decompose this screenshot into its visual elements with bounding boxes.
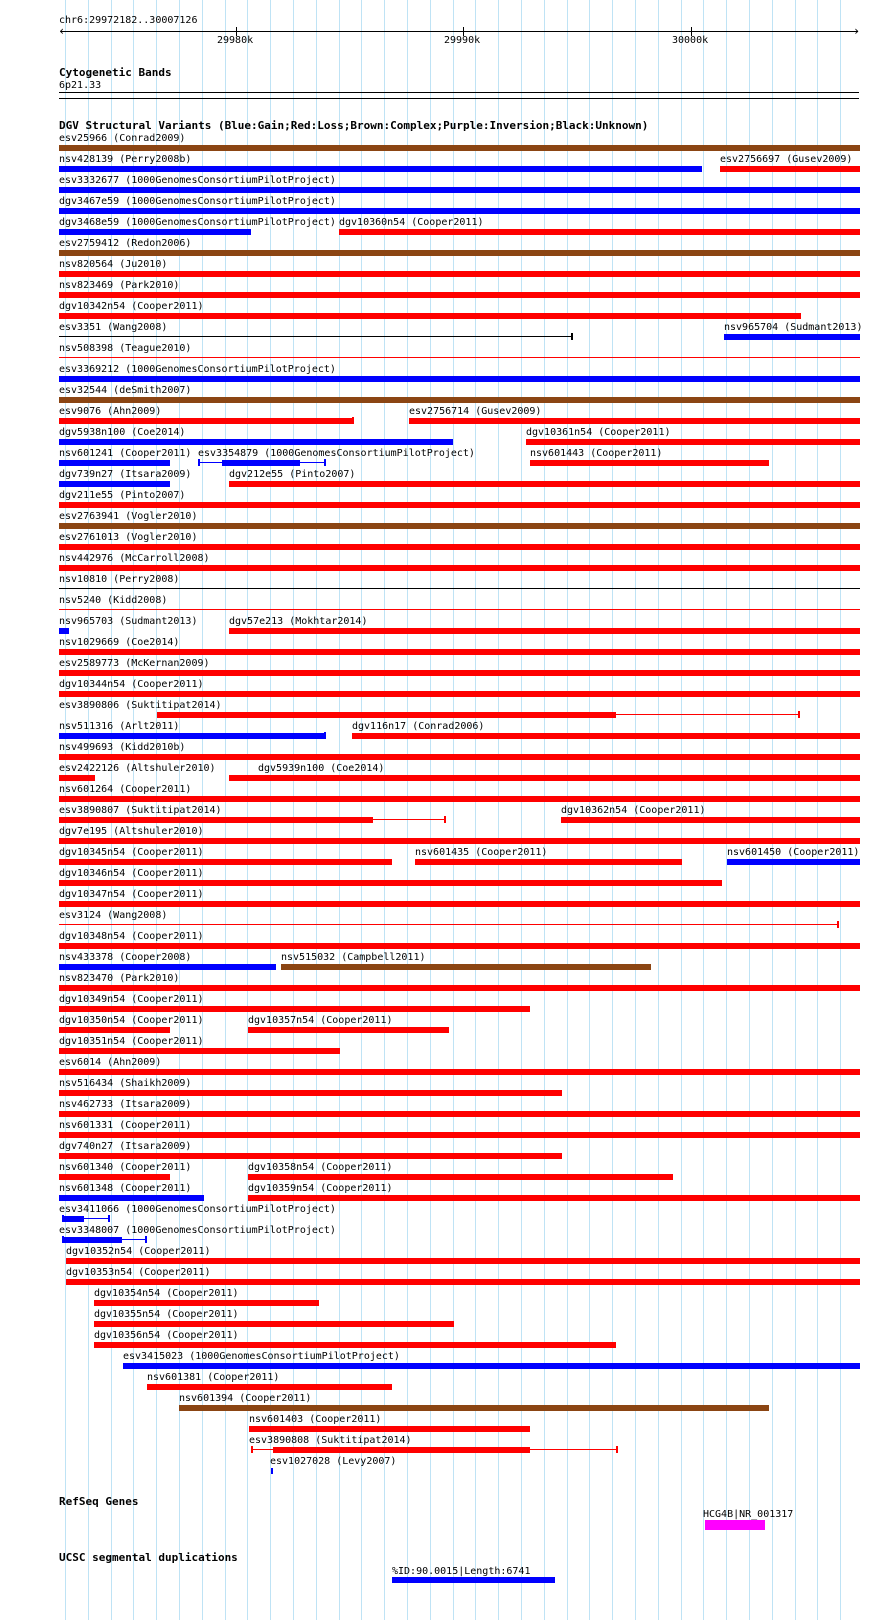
dgv-feature-bar[interactable] bbox=[59, 1132, 860, 1138]
dgv-feature-bar[interactable] bbox=[616, 714, 798, 715]
dgv-feature-bar[interactable] bbox=[281, 964, 651, 970]
dgv-feature-bar[interactable] bbox=[727, 859, 860, 865]
gridline bbox=[840, 0, 841, 1620]
dgv-feature-label[interactable]: esv1027028 (Levy2007) bbox=[270, 1456, 397, 1467]
dgv-feature-label[interactable]: dgv10359n54 (Cooper2011) bbox=[248, 1183, 393, 1194]
dgv-feature-bar[interactable] bbox=[59, 336, 571, 337]
dgv-feature-label[interactable]: dgv10352n54 (Cooper2011) bbox=[66, 1246, 211, 1257]
dgv-feature-bar[interactable] bbox=[248, 1195, 860, 1201]
dgv-feature-endcap bbox=[62, 1236, 64, 1243]
dgv-feature-bar[interactable] bbox=[59, 670, 860, 676]
dgv-feature-endcap bbox=[798, 711, 800, 718]
dgv-feature-bar[interactable] bbox=[59, 796, 860, 802]
dgv-feature-bar[interactable] bbox=[94, 1300, 319, 1306]
dgv-feature-label[interactable]: dgv10361n54 (Cooper2011) bbox=[526, 427, 671, 438]
dgv-feature-label[interactable]: nsv601403 (Cooper2011) bbox=[249, 1414, 382, 1425]
dgv-feature-label[interactable]: dgv10354n54 (Cooper2011) bbox=[94, 1288, 239, 1299]
dgv-feature-label[interactable]: esv25966 (Conrad2009) bbox=[59, 133, 186, 144]
dgv-feature-bar[interactable] bbox=[59, 460, 170, 466]
dgv-feature-bar[interactable] bbox=[59, 271, 860, 277]
dgv-feature-bar[interactable] bbox=[352, 733, 860, 739]
dgv-feature-endcap bbox=[62, 1215, 64, 1222]
gridline bbox=[544, 0, 545, 1620]
dgv-feature-label[interactable]: esv9076 (Ahn2009) bbox=[59, 406, 162, 417]
dgv-feature-bar[interactable] bbox=[59, 733, 324, 739]
dgv-feature-bar[interactable] bbox=[59, 418, 352, 424]
dgv-feature-label[interactable]: dgv10360n54 (Cooper2011) bbox=[339, 217, 484, 228]
dgv-feature-bar[interactable] bbox=[59, 859, 392, 865]
ruler-tick-label: 29990k bbox=[444, 35, 481, 46]
dgv-feature-endcap bbox=[251, 1446, 253, 1453]
dgv-feature-label[interactable]: nsv1029669 (Coe2014) bbox=[59, 637, 180, 648]
dgv-feature-bar[interactable] bbox=[229, 628, 860, 634]
refseq-track-title: RefSeq Genes bbox=[59, 1495, 139, 1508]
dgv-feature-bar[interactable] bbox=[147, 1384, 392, 1390]
dgv-feature-bar[interactable] bbox=[530, 460, 769, 466]
dgv-feature-bar[interactable] bbox=[59, 1048, 340, 1054]
refseq-gene-label[interactable]: HCG4B|NR_001317 bbox=[703, 1509, 794, 1520]
ruler-right-arrow: › bbox=[853, 24, 861, 38]
dgv-feature-label[interactable]: dgv57e213 (Mokhtar2014) bbox=[229, 616, 368, 627]
dgv-feature-bar[interactable] bbox=[59, 313, 801, 319]
gridline bbox=[339, 0, 340, 1620]
dgv-feature-bar[interactable] bbox=[59, 691, 860, 697]
dgv-feature-label[interactable]: esv2759412 (Redon2006) bbox=[59, 238, 192, 249]
dgv-feature-bar[interactable] bbox=[248, 1174, 673, 1180]
ruler-left-arrow: ‹ bbox=[58, 24, 66, 38]
dgv-feature-bar[interactable] bbox=[84, 1218, 108, 1219]
dgv-feature-bar[interactable] bbox=[123, 1363, 860, 1369]
dgv-feature-bar[interactable] bbox=[59, 166, 702, 172]
dgv-feature-label[interactable]: esv3332677 (1000GenomesConsortiumPilotProject) bbox=[59, 175, 336, 186]
dgv-feature-label[interactable]: dgv10357n54 (Cooper2011) bbox=[248, 1015, 393, 1026]
dgv-feature-label[interactable]: dgv10362n54 (Cooper2011) bbox=[561, 805, 706, 816]
dgv-feature-label[interactable]: esv3351 (Wang2008) bbox=[59, 322, 168, 333]
dgv-feature-bar[interactable] bbox=[409, 418, 860, 424]
dgv-feature-bar[interactable] bbox=[59, 985, 860, 991]
dgv-feature-bar[interactable] bbox=[59, 1090, 562, 1096]
dgv-feature-label[interactable]: dgv10356n54 (Cooper2011) bbox=[94, 1330, 239, 1341]
gridline bbox=[475, 0, 476, 1620]
dgv-feature-label[interactable]: dgv10358n54 (Cooper2011) bbox=[248, 1162, 393, 1173]
dgv-feature-endcap bbox=[616, 1446, 618, 1453]
dgv-feature-label[interactable]: nsv601443 (Cooper2011) bbox=[530, 448, 663, 459]
gridline bbox=[817, 0, 818, 1620]
dgv-feature-bar[interactable] bbox=[59, 838, 860, 844]
dgv-feature-label[interactable]: nsv433378 (Cooper2008) bbox=[59, 952, 192, 963]
gridline bbox=[521, 0, 522, 1620]
dgv-feature-bar[interactable] bbox=[339, 229, 860, 235]
dgv-feature-label[interactable]: nsv462733 (Itsara2009) bbox=[59, 1099, 192, 1110]
dgv-feature-bar[interactable] bbox=[59, 523, 860, 529]
gridline bbox=[498, 0, 499, 1620]
dgv-feature-label[interactable]: dgv116n17 (Conrad2006) bbox=[352, 721, 485, 732]
dgv-feature-bar[interactable] bbox=[251, 1449, 273, 1450]
dgv-feature-bar[interactable] bbox=[59, 357, 860, 358]
dgv-feature-bar[interactable] bbox=[720, 166, 860, 172]
dgv-feature-label[interactable]: dgv739n27 (Itsara2009) bbox=[59, 469, 192, 480]
gridline bbox=[384, 0, 385, 1620]
dgv-feature-bar[interactable] bbox=[248, 1027, 449, 1033]
cytoband-track-title: Cytogenetic Bands bbox=[59, 66, 172, 79]
dgv-feature-endcap bbox=[324, 732, 326, 739]
dgv-feature-bar[interactable] bbox=[59, 609, 860, 610]
dgv-feature-label[interactable]: dgv7e195 (Altshuler2010) bbox=[59, 826, 204, 837]
dgv-feature-bar[interactable] bbox=[198, 462, 222, 463]
dgv-feature-label[interactable]: dgv10346n54 (Cooper2011) bbox=[59, 868, 204, 879]
dgv-feature-bar[interactable] bbox=[59, 187, 860, 193]
dgv-feature-label[interactable]: esv2422126 (Altshuler2010) bbox=[59, 763, 216, 774]
cytoband-label: 6p21.33 bbox=[59, 80, 102, 91]
dgv-feature-endcap bbox=[108, 1215, 110, 1222]
cytoband-upper-line bbox=[59, 92, 859, 93]
dgv-feature-label[interactable]: nsv601394 (Cooper2011) bbox=[179, 1393, 312, 1404]
dgv-feature-bar[interactable] bbox=[59, 397, 860, 403]
dgv-feature-label[interactable]: nsv601381 (Cooper2011) bbox=[147, 1372, 280, 1383]
dgv-feature-bar[interactable] bbox=[59, 481, 170, 487]
dgv-feature-label[interactable]: nsv10810 (Perry2008) bbox=[59, 574, 180, 585]
dgv-feature-label[interactable]: nsv516434 (Shaikh2009) bbox=[59, 1078, 192, 1089]
dgv-feature-bar[interactable] bbox=[222, 460, 300, 466]
cytoband-lower-line bbox=[59, 98, 859, 99]
dgv-feature-bar[interactable] bbox=[249, 1426, 530, 1432]
dgv-feature-label[interactable]: esv3415023 (1000GenomesConsortiumPilotProject) bbox=[123, 1351, 400, 1362]
refseq-gene-feature[interactable] bbox=[705, 1520, 765, 1530]
dgv-feature-bar[interactable] bbox=[59, 1006, 530, 1012]
dgv-feature-label[interactable]: nsv601340 (Cooper2011) bbox=[59, 1162, 192, 1173]
dgv-feature-label[interactable]: dgv10345n54 (Cooper2011) bbox=[59, 847, 204, 858]
dgv-feature-label[interactable]: dgv5939n100 (Coe2014) bbox=[258, 763, 385, 774]
dgv-feature-label[interactable]: dgv10349n54 (Cooper2011) bbox=[59, 994, 204, 1005]
gridline bbox=[430, 0, 431, 1620]
dgv-feature-bar[interactable] bbox=[273, 1447, 530, 1453]
dgv-feature-label[interactable]: dgv10351n54 (Cooper2011) bbox=[59, 1036, 204, 1047]
dgv-feature-bar[interactable] bbox=[59, 880, 722, 886]
dgv-feature-bar[interactable] bbox=[59, 502, 860, 508]
dgv-feature-label[interactable]: nsv820564 (Ju2010) bbox=[59, 259, 168, 270]
dgv-feature-bar[interactable] bbox=[59, 1069, 860, 1075]
dgv-feature-endcap bbox=[444, 816, 446, 823]
dgv-feature-bar[interactable] bbox=[59, 943, 860, 949]
dgv-feature-endcap bbox=[324, 459, 326, 466]
dgv-feature-endcap bbox=[198, 459, 200, 466]
dgv-feature-label[interactable]: esv6014 (Ahn2009) bbox=[59, 1057, 162, 1068]
dgv-feature-label[interactable]: esv3124 (Wang2008) bbox=[59, 910, 168, 921]
dgv-feature-bar[interactable] bbox=[59, 145, 860, 151]
dgv-feature-label[interactable]: esv3369212 (1000GenomesConsortiumPilotProject) bbox=[59, 364, 336, 375]
dgv-feature-label[interactable]: nsv428139 (Perry2008b) bbox=[59, 154, 192, 165]
dgv-feature-bar[interactable] bbox=[59, 588, 860, 589]
dgv-feature-label[interactable]: dgv212e55 (Pinto2007) bbox=[229, 469, 356, 480]
dgv-feature-label[interactable]: dgv5938n100 (Coe2014) bbox=[59, 427, 186, 438]
dgv-feature-bar[interactable] bbox=[59, 1195, 204, 1201]
dgv-feature-bar[interactable] bbox=[122, 1239, 145, 1240]
dgv-feature-bar[interactable] bbox=[59, 544, 860, 550]
dgv-feature-label[interactable]: nsv601241 (Cooper2011) bbox=[59, 448, 192, 459]
dgv-feature-endcap bbox=[352, 417, 354, 424]
gridline bbox=[726, 0, 727, 1620]
dgv-feature-label[interactable]: nsv965703 (Sudmant2013) bbox=[59, 616, 198, 627]
dgv-feature-label[interactable]: nsv601348 (Cooper2011) bbox=[59, 1183, 192, 1194]
dgv-feature-label[interactable]: esv3890808 (Suktitipat2014) bbox=[249, 1435, 412, 1446]
dgv-feature-label[interactable]: nsv499693 (Kidd2010b) bbox=[59, 742, 186, 753]
dgv-feature-label[interactable]: dgv3467e59 (1000GenomesConsortiumPilotProject) bbox=[59, 196, 336, 207]
dgv-feature-label[interactable]: dgv10348n54 (Cooper2011) bbox=[59, 931, 204, 942]
dgv-feature-label[interactable]: esv3348007 (1000GenomesConsortiumPilotProject) bbox=[59, 1225, 336, 1236]
dgv-feature-bar[interactable] bbox=[62, 1216, 84, 1222]
dgv-feature-label[interactable]: dgv10353n54 (Cooper2011) bbox=[66, 1267, 211, 1278]
dgv-feature-bar[interactable] bbox=[59, 901, 860, 907]
dgv-feature-bar[interactable] bbox=[59, 817, 373, 823]
dgv-feature-bar[interactable] bbox=[530, 1449, 616, 1450]
dgv-feature-bar[interactable] bbox=[300, 462, 324, 463]
dgv-feature-label[interactable]: dgv740n27 (Itsara2009) bbox=[59, 1141, 192, 1152]
dgv-feature-bar[interactable] bbox=[724, 334, 860, 340]
dgv-feature-label[interactable]: esv2756697 (Gusev2009) bbox=[720, 154, 853, 165]
dgv-feature-label[interactable]: nsv601450 (Cooper2011) bbox=[727, 847, 860, 858]
dgv-feature-bar[interactable] bbox=[526, 439, 860, 445]
dgv-feature-bar[interactable] bbox=[59, 250, 860, 256]
dgv-feature-bar[interactable] bbox=[59, 628, 69, 634]
dgv-feature-label[interactable]: esv32544 (deSmith2007) bbox=[59, 385, 192, 396]
ruler-tick-label: 29980k bbox=[217, 35, 254, 46]
dgv-feature-label[interactable]: nsv823469 (Park2010) bbox=[59, 280, 180, 291]
dgv-feature-label[interactable]: dgv10342n54 (Cooper2011) bbox=[59, 301, 204, 312]
dgv-feature-label[interactable]: nsv601331 (Cooper2011) bbox=[59, 1120, 192, 1131]
dgv-feature-bar[interactable] bbox=[59, 924, 837, 925]
dgv-feature-endcap bbox=[571, 333, 573, 340]
dgv-feature-bar[interactable] bbox=[59, 1027, 170, 1033]
gridline bbox=[772, 0, 773, 1620]
dgv-feature-bar[interactable] bbox=[229, 481, 860, 487]
dgv-feature-label[interactable]: esv2756714 (Gusev2009) bbox=[409, 406, 542, 417]
dgv-feature-bar[interactable] bbox=[59, 1153, 562, 1159]
segdup-track-title: UCSC segmental duplications bbox=[59, 1551, 238, 1564]
dgv-feature-label[interactable]: dgv10344n54 (Cooper2011) bbox=[59, 679, 204, 690]
segdup-feature[interactable] bbox=[392, 1577, 555, 1583]
dgv-feature-label[interactable]: dgv10350n54 (Cooper2011) bbox=[59, 1015, 204, 1026]
dgv-feature-label[interactable]: dgv3468e59 (1000GenomesConsortiumPilotProject) bbox=[59, 217, 336, 228]
gridline bbox=[453, 0, 454, 1620]
gridline bbox=[795, 0, 796, 1620]
dgv-feature-bar[interactable] bbox=[179, 1405, 769, 1411]
ruler-tick-label: 30000k bbox=[672, 35, 709, 46]
dgv-feature-bar[interactable] bbox=[59, 649, 860, 655]
dgv-feature-bar[interactable] bbox=[59, 565, 860, 571]
dgv-feature-label[interactable]: dgv10347n54 (Cooper2011) bbox=[59, 889, 204, 900]
dgv-feature-bar[interactable] bbox=[59, 439, 453, 445]
dgv-feature-bar[interactable] bbox=[59, 964, 276, 970]
dgv-feature-endcap bbox=[837, 921, 839, 928]
dgv-feature-bar[interactable] bbox=[66, 1279, 860, 1285]
dgv-feature-bar[interactable] bbox=[59, 208, 860, 214]
dgv-feature-label[interactable]: nsv823470 (Park2010) bbox=[59, 973, 180, 984]
gridline bbox=[749, 0, 750, 1620]
dgv-feature-bar[interactable] bbox=[229, 775, 860, 781]
dgv-feature-label[interactable]: dgv211e55 (Pinto2007) bbox=[59, 490, 186, 501]
dgv-feature-label[interactable]: nsv965704 (Sudmant2013) bbox=[724, 322, 863, 333]
ruler-axis bbox=[61, 31, 858, 32]
dgv-feature-label[interactable]: nsv601435 (Cooper2011) bbox=[415, 847, 548, 858]
gridline bbox=[316, 0, 317, 1620]
ruler-coordinates: chr6:29972182..30007126 bbox=[59, 15, 198, 26]
segdup-label[interactable]: %ID:90.0015|Length:6741 bbox=[392, 1566, 531, 1577]
dgv-feature-bar[interactable] bbox=[59, 229, 251, 235]
dgv-feature-bar[interactable] bbox=[94, 1321, 454, 1327]
dgv-feature-bar[interactable] bbox=[59, 376, 860, 382]
dgv-feature-label[interactable]: esv3890807 (Suktitipat2014) bbox=[59, 805, 222, 816]
dgv-feature-label[interactable]: esv2761013 (Vogler2010) bbox=[59, 532, 198, 543]
dgv-feature-endcap bbox=[145, 1236, 147, 1243]
dgv-feature-bar[interactable] bbox=[157, 712, 616, 718]
dgv-feature-label[interactable]: nsv442976 (McCarroll2008) bbox=[59, 553, 210, 564]
dgv-feature-bar[interactable] bbox=[561, 817, 860, 823]
dgv-feature-bar[interactable] bbox=[62, 1237, 122, 1243]
dgv-feature-label[interactable]: nsv601264 (Cooper2011) bbox=[59, 784, 192, 795]
dgv-feature-bar[interactable] bbox=[373, 819, 444, 820]
dgv-feature-bar[interactable] bbox=[94, 1342, 616, 1348]
dgv-feature-bar[interactable] bbox=[59, 292, 860, 298]
dgv-feature-label[interactable]: nsv511316 (Arlt2011) bbox=[59, 721, 180, 732]
gridline bbox=[407, 0, 408, 1620]
gridline bbox=[293, 0, 294, 1620]
dgv-feature-label[interactable]: esv3354879 (1000GenomesConsortiumPilotProject) bbox=[198, 448, 475, 459]
dgv-feature-label[interactable]: nsv508398 (Teague2010) bbox=[59, 343, 192, 354]
dgv-feature-label[interactable]: nsv515032 (Campbell2011) bbox=[281, 952, 426, 963]
dgv-feature-bar[interactable] bbox=[59, 1111, 860, 1117]
dgv-feature-label[interactable]: esv2763941 (Vogler2010) bbox=[59, 511, 198, 522]
dgv-feature-bar[interactable] bbox=[66, 1258, 860, 1264]
dgv-feature-bar[interactable] bbox=[271, 1468, 273, 1474]
dgv-feature-bar[interactable] bbox=[59, 1174, 170, 1180]
dgv-feature-label[interactable]: esv2589773 (McKernan2009) bbox=[59, 658, 210, 669]
dgv-feature-bar[interactable] bbox=[59, 775, 95, 781]
dgv-feature-label[interactable]: dgv10355n54 (Cooper2011) bbox=[94, 1309, 239, 1320]
dgv-track-title: DGV Structural Variants (Blue:Gain;Red:Loss;Brown:Complex;Purple:Inversion;Black:Unknown) bbox=[59, 119, 649, 132]
dgv-feature-label[interactable]: esv3890806 (Suktitipat2014) bbox=[59, 700, 222, 711]
dgv-feature-bar[interactable] bbox=[415, 859, 682, 865]
dgv-feature-label[interactable]: esv3411066 (1000GenomesConsortiumPilotProject) bbox=[59, 1204, 336, 1215]
dgv-feature-bar[interactable] bbox=[59, 754, 860, 760]
gridline bbox=[361, 0, 362, 1620]
dgv-feature-label[interactable]: nsv5240 (Kidd2008) bbox=[59, 595, 168, 606]
